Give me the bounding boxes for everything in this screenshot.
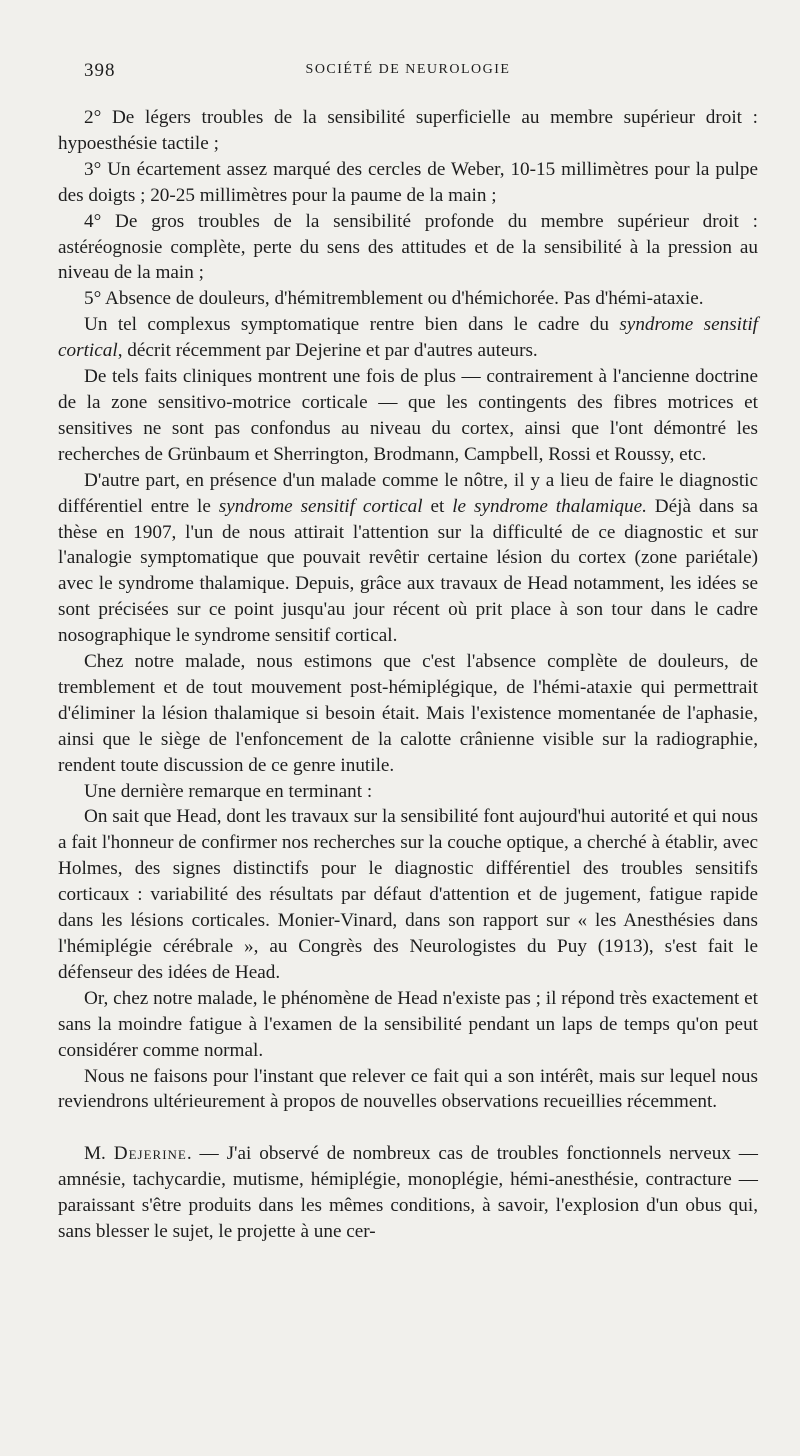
list-item-4: 4° De gros troubles de la sensibilité profonde du membre supérieur droit : astéréognosie complète, perte du sens des attitudes et de la sensibilité à la pression au niveau de la main ;: [58, 210, 758, 284]
paragraph-dejerine: M. Dejerine. — J'ai observé de nombreux cas de troubles fonctionnels nerveux — amnésie, tachycardie, mutisme, hémiplégie, monoplégie, hémi-anesthésie, contracture — paraissant s'être produits dans les mêmes conditions, à savoir, l'explosion d'un obus qui, sans blesser le sujet, le projette à une cer-: [58, 1143, 758, 1243]
paragraph-patient: Chez notre malade, nous estimons que c'est l'absence complète de douleurs, de tremblement et de tout mouvement post-hémiplégique, de l'hémi-ataxie qui permettrait d'éliminer la lésion thalamique si besoin était. Mais l'existence momentanée de l'aphasie, ainsi que le siège de l'enfoncement de la calotte crânienne visible sur la radiographie, rendent toute discussion de ce genre inutile.: [58, 651, 758, 776]
paragraph-head: On sait que Head, dont les travaux sur la sensibilité font aujourd'hui autorité et qui nous a fait l'honneur de confirmer nos recherches sur la couche optique, a cherché à établir, avec Holmes, des signes distinctifs pour le diagnostic différentiel des troubles sensitifs corticaux : variabilité des résultats par défaut d'attention et de jugement, fatigue rapide dans les lésions corticales. Monier-Vinard, dans son rapport sur « les Anesthésies dans l'hémiplégie cérébrale », au Congrès des Neurologistes du Puy (1913), s'est fait le défenseur des idées de Head.: [58, 806, 758, 983]
italic-term: le syndrome thalamique.: [452, 495, 647, 517]
list-item-5: 5° Absence de douleurs, d'hémitremblement ou d'hémichorée. Pas d'hémi-ataxie.: [84, 288, 704, 310]
page: [0, 60, 800, 1456]
list-item-2: 2° De légers troubles de la sensibilité superficielle au membre supérieur droit : hypoesthésie tactile ;: [58, 107, 758, 154]
paragraph-conclusion: Nous ne faisons pour l'instant que relever ce fait qui a son intérêt, mais sur lequel nous reviendrons ultérieurement à propos de nouvelles observations recueillies récemment.: [58, 1065, 758, 1113]
italic-term: syndrome sensitif cortical: [58, 314, 758, 362]
paragraph-syndrome: Un tel complexus symptomatique rentre bien dans le cadre du syndrome sensitif cortical, décrit récemment par Dejerine et par d'autres auteurs.: [58, 314, 758, 362]
page-number: 398: [84, 60, 116, 81]
italic-term: syndrome sensitif cortical: [218, 495, 423, 517]
running-title: SOCIÉTÉ DE NEUROLOGIE: [305, 62, 511, 77]
paragraph-remark: Une dernière remarque en terminant :: [84, 780, 373, 802]
article-body: [58, 105, 758, 1245]
paragraph-or: Or, chez notre malade, le phénomène de Head n'existe pas ; il répond très exactement et sans la moindre fatigue à l'examen de la sensibilité pendant un laps de temps qu'on peut considérer comme normal.: [58, 987, 758, 1061]
page-header: [58, 60, 758, 100]
paragraph-diagnostic: D'autre part, en présence d'un malade comme le nôtre, il y a lieu de faire le diagnostic différentiel entre le syndrome sensitif cortical et le syndrome thalamique. Déjà dans sa thèse en 1907, l'un de nous attirait l'attention sur la difficulté de ce diagnostic et sur l'analogie symptomatique que pouvait revêtir certaine lésion du cortex (zone pariétale) avec le syndrome thalamique. Depuis, grâce aux travaux de Head notamment, les idées se sont précisées sur ce point jusqu'au jour récent où prit place à son tour dans le cadre nosographique le syndrome sensitif cortical.: [58, 469, 758, 647]
paragraph-cortex: De tels faits cliniques montrent une fois de plus — contrairement à l'ancienne doctrine de la zone sensitivo-motrice corticale — que les contingents des fibres motrices et sensitives ne sont pas confondus au niveau du cortex, ainsi que l'ont démontré les recherches de Grünbaum et Sherrington, Brodmann, Campbell, Rossi et Roussy, etc.: [58, 366, 758, 465]
list-item-3: 3° Un écartement assez marqué des cercles de Weber, 10-15 millimètres pour la pulpe des doigts ; 20-25 millimètres pour la paume de la main ;: [58, 158, 758, 206]
speaker-name: Dejerine: [113, 1143, 187, 1165]
